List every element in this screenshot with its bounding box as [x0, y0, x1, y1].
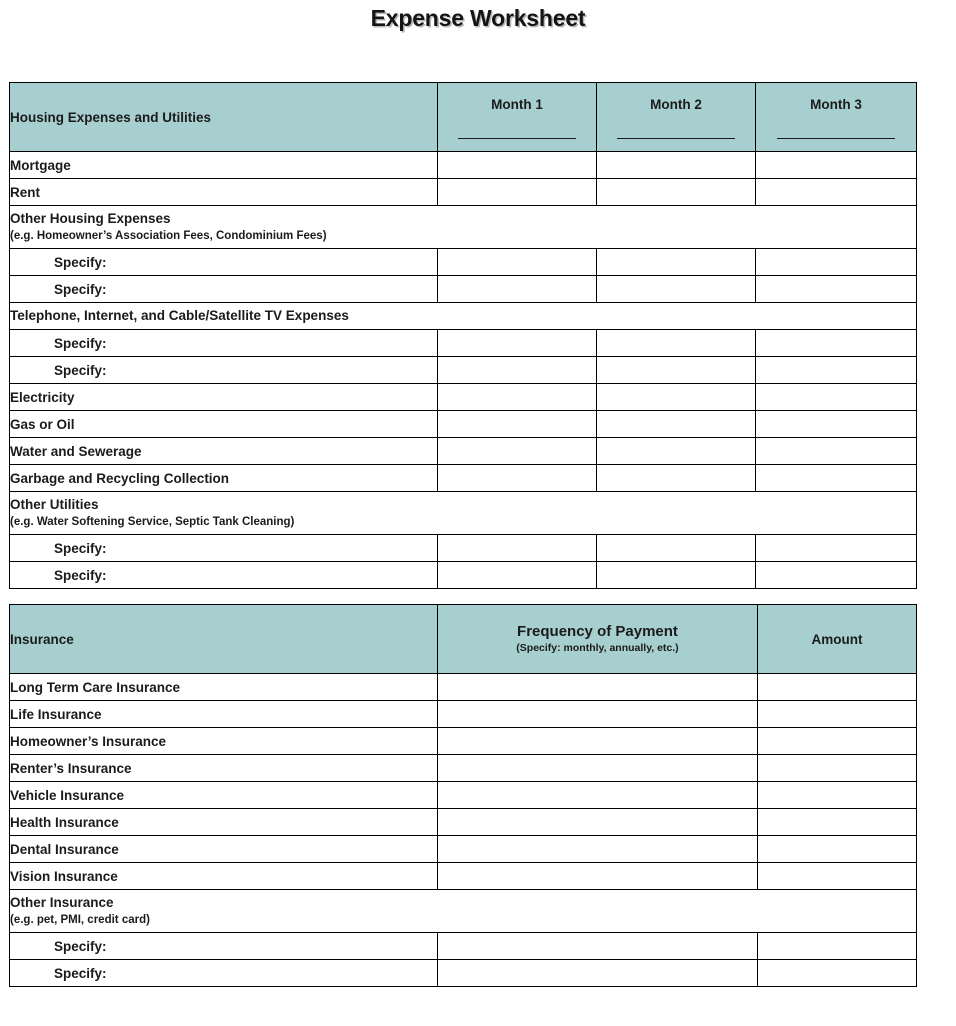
value-cell-frequency[interactable]: [438, 809, 758, 836]
value-cell-month-1[interactable]: [438, 357, 597, 384]
value-cell-amount[interactable]: [758, 863, 917, 890]
value-cell-month-3[interactable]: [756, 411, 917, 438]
value-cell-frequency[interactable]: [438, 728, 758, 755]
row-label: Garbage and Recycling Collection: [10, 465, 438, 492]
value-cell-month-3[interactable]: [756, 535, 917, 562]
page-title: Expense Worksheet: [370, 5, 586, 31]
table-row-fullspan: [10, 303, 917, 330]
housing-header-row: [10, 83, 917, 152]
row-label: Rent: [10, 179, 438, 206]
insurance-table-body: [10, 605, 917, 987]
row-label: Dental Insurance: [10, 836, 438, 863]
row-group-title: Other Housing Expenses: [10, 211, 171, 226]
row-label: Life Insurance: [10, 701, 438, 728]
row-label-specify[interactable]: Specify:: [10, 249, 438, 276]
table-row: [10, 809, 917, 836]
value-cell-month-3[interactable]: [756, 152, 917, 179]
row-label-specify[interactable]: Specify:: [10, 330, 438, 357]
table-row: [10, 465, 917, 492]
value-cell-month-3[interactable]: [756, 179, 917, 206]
value-cell-frequency[interactable]: [438, 863, 758, 890]
value-cell-amount[interactable]: [758, 782, 917, 809]
value-cell-amount[interactable]: [758, 836, 917, 863]
insurance-header-row: [10, 605, 917, 674]
table-row: [10, 836, 917, 863]
row-label: Homeowner’s Insurance: [10, 728, 438, 755]
value-cell-month-1[interactable]: [438, 465, 597, 492]
value-cell-month-1[interactable]: [438, 411, 597, 438]
row-label: Water and Sewerage: [10, 438, 438, 465]
insurance-column-frequency: [438, 605, 758, 674]
value-cell-month-1[interactable]: [438, 438, 597, 465]
table-row-fullspan: [10, 492, 917, 535]
table-row: [10, 179, 917, 206]
value-cell-frequency[interactable]: [438, 674, 758, 701]
row-group-title: Other Insurance: [10, 895, 114, 910]
row-group-example: (e.g. Homeowner’s Association Fees, Condominium Fees): [10, 229, 327, 242]
table-row: [10, 535, 917, 562]
value-cell-month-1[interactable]: [438, 384, 597, 411]
table-row-fullspan: [10, 890, 917, 933]
housing-column-month-1-fill-line[interactable]: [458, 138, 576, 139]
insurance-column-amount: Amount: [758, 605, 917, 674]
value-cell-frequency[interactable]: [438, 933, 758, 960]
value-cell-month-1[interactable]: [438, 249, 597, 276]
value-cell-month-3[interactable]: [756, 562, 917, 589]
value-cell-amount[interactable]: [758, 701, 917, 728]
row-label: Renter’s Insurance: [10, 755, 438, 782]
housing-column-month-2: [597, 83, 756, 152]
value-cell-month-2[interactable]: [597, 384, 756, 411]
value-cell-month-2[interactable]: [597, 535, 756, 562]
value-cell-month-2[interactable]: [597, 357, 756, 384]
value-cell-frequency[interactable]: [438, 701, 758, 728]
housing-expenses-table: [9, 82, 917, 589]
insurance-column-frequency-hint: (Specify: monthly, annually, etc.): [516, 642, 679, 655]
row-label-specify[interactable]: Specify:: [10, 562, 438, 589]
value-cell-month-1[interactable]: [438, 179, 597, 206]
insurance-column-frequency-label: Frequency of Payment: [517, 622, 678, 640]
insurance-table: [9, 604, 917, 987]
value-cell-month-1[interactable]: [438, 152, 597, 179]
value-cell-month-1[interactable]: [438, 330, 597, 357]
value-cell-month-3[interactable]: [756, 276, 917, 303]
value-cell-month-3[interactable]: [756, 465, 917, 492]
value-cell-amount[interactable]: [758, 933, 917, 960]
value-cell-month-2[interactable]: [597, 411, 756, 438]
row-label-specify[interactable]: Specify:: [10, 960, 438, 987]
value-cell-month-3[interactable]: [756, 249, 917, 276]
value-cell-amount[interactable]: [758, 728, 917, 755]
housing-column-month-1-label: Month 1: [491, 97, 543, 112]
value-cell-month-2[interactable]: [597, 249, 756, 276]
housing-column-month-2-label: Month 2: [650, 97, 702, 112]
row-label-specify[interactable]: Specify:: [10, 357, 438, 384]
row-label: Gas or Oil: [10, 411, 438, 438]
row-group-title: Telephone, Internet, and Cable/Satellite TV Expenses: [10, 308, 349, 324]
value-cell-month-2[interactable]: [597, 179, 756, 206]
table-row: [10, 357, 917, 384]
value-cell-frequency[interactable]: [438, 782, 758, 809]
value-cell-month-1[interactable]: [438, 535, 597, 562]
value-cell-month-2[interactable]: [597, 438, 756, 465]
value-cell-frequency[interactable]: [438, 960, 758, 987]
row-group-header: [10, 206, 917, 249]
row-label: Vision Insurance: [10, 863, 438, 890]
row-group-title: Other Utilities: [10, 497, 99, 512]
table-row: [10, 782, 917, 809]
table-row: [10, 674, 917, 701]
value-cell-frequency[interactable]: [438, 836, 758, 863]
value-cell-month-1[interactable]: [438, 562, 597, 589]
table-row: [10, 384, 917, 411]
table-row: [10, 438, 917, 465]
row-label: Long Term Care Insurance: [10, 674, 438, 701]
housing-column-month-3-fill-line[interactable]: [777, 138, 895, 139]
table-row: [10, 152, 917, 179]
value-cell-month-2[interactable]: [597, 152, 756, 179]
row-label: Mortgage: [10, 152, 438, 179]
row-group-header: [10, 303, 917, 330]
row-label: Vehicle Insurance: [10, 782, 438, 809]
row-label-specify[interactable]: Specify:: [10, 276, 438, 303]
row-group-header: [10, 492, 917, 535]
table-row: [10, 249, 917, 276]
value-cell-month-3[interactable]: [756, 384, 917, 411]
table-row: [10, 701, 917, 728]
value-cell-month-2[interactable]: [597, 276, 756, 303]
value-cell-month-2[interactable]: [597, 330, 756, 357]
table-row: [10, 933, 917, 960]
housing-column-month-1: [438, 83, 597, 152]
row-group-example: (e.g. Water Softening Service, Septic Tank Cleaning): [10, 515, 295, 528]
table-row: [10, 330, 917, 357]
housing-table-body: [10, 83, 917, 589]
insurance-section-title: Insurance: [10, 605, 438, 674]
housing-section-title: Housing Expenses and Utilities: [10, 83, 438, 152]
value-cell-amount[interactable]: [758, 674, 917, 701]
table-row: [10, 276, 917, 303]
value-cell-amount[interactable]: [758, 960, 917, 987]
table-row: [10, 411, 917, 438]
housing-column-month-2-fill-line[interactable]: [617, 138, 735, 139]
housing-column-month-3: [756, 83, 917, 152]
row-label-specify[interactable]: Specify:: [10, 933, 438, 960]
value-cell-month-3[interactable]: [756, 330, 917, 357]
row-label: Electricity: [10, 384, 438, 411]
row-label-specify[interactable]: Specify:: [10, 535, 438, 562]
value-cell-month-3[interactable]: [756, 357, 917, 384]
value-cell-month-2[interactable]: [597, 562, 756, 589]
housing-column-month-3-label: Month 3: [810, 97, 862, 112]
table-row: [10, 562, 917, 589]
table-row: [10, 960, 917, 987]
row-group-header: [10, 890, 917, 933]
table-row: [10, 728, 917, 755]
value-cell-amount[interactable]: [758, 809, 917, 836]
row-group-example: (e.g. pet, PMI, credit card): [10, 913, 150, 926]
value-cell-amount[interactable]: [758, 755, 917, 782]
table-row-fullspan: [10, 206, 917, 249]
value-cell-month-3[interactable]: [756, 438, 917, 465]
row-label: Health Insurance: [10, 809, 438, 836]
value-cell-month-1[interactable]: [438, 276, 597, 303]
table-row: [10, 755, 917, 782]
value-cell-month-2[interactable]: [597, 465, 756, 492]
value-cell-frequency[interactable]: [438, 755, 758, 782]
table-row: [10, 863, 917, 890]
